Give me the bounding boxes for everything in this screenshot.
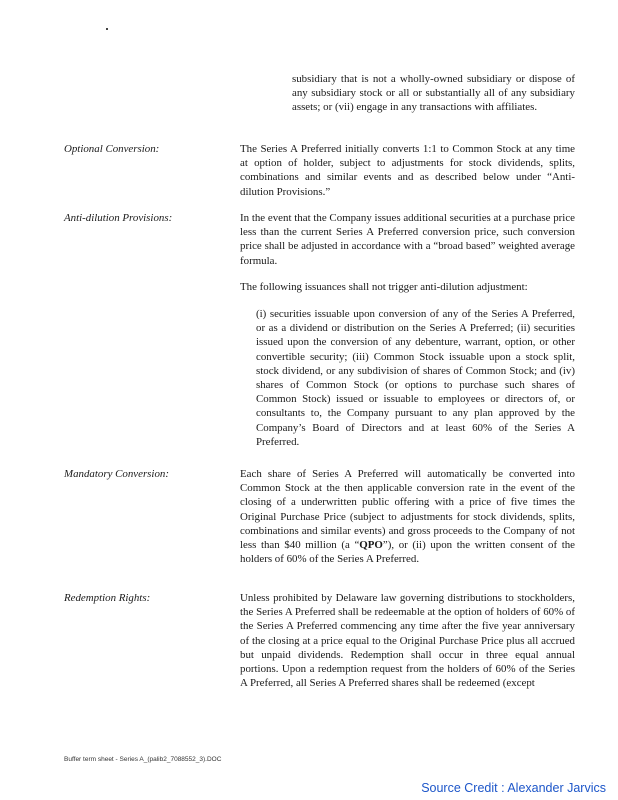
- source-credit: Source Credit : Alexander Jarvics: [413, 778, 614, 798]
- scan-speck: [106, 28, 108, 30]
- section-label-optional-conversion: Optional Conversion:: [64, 143, 160, 155]
- section-text-optional-conversion: The Series A Preferred initially converts 1:1 to Common Stock at any time at option of holder, subject to adjustments for stock dividends, splits, combinations and similar events and as described below under “Anti-dilution Provisions.”: [240, 143, 575, 198]
- section-text-mandatory-conversion: [240, 467, 575, 566]
- mandatory-text-before: Each share of Series A Preferred will automatically be converted into Common Stock at the then applicable conversion rate in the event of the closing of a underwritten public offering with a price of five times the Original Purchase Price (subject to adjustments for stock dividends, splits, combinations and similar events) and gross proceeds to the Company of not less than $40 million (a “: [240, 468, 575, 552]
- section-label-mandatory-conversion: Mandatory Conversion:: [64, 468, 169, 480]
- section-text-anti-dilution-exceptions: (i) securities issuable upon conversion of any of the Series A Preferred, or as a dividend or distribution on the Series A Preferred; (ii) securities issued upon the conversion of any debenture, warrant, option, or other convertible security; (iii) Common Stock issuable upon a stock split, stock dividend, or any subdivision of shares of Common Stock; and (iv) shares of Common Stock (or options to purchase such shares of Common Stock) issued or issuable to employees or directors of, or consultants to, the Company pursuant to any plan approved by the Company’s Board of Directors and at least 60% of the Series A Preferred.: [256, 308, 575, 448]
- continuation-paragraph: subsidiary that is not a wholly-owned subsidiary or dispose of any subsidiary stock or all or substantially all of any subsidiary assets; or (vii) engage in any transactions with affiliates.: [292, 73, 575, 114]
- mandatory-text-after: ”), or (ii) upon the written consent of the holders of 60% of the Series A Preferred.: [240, 539, 576, 566]
- section-text-anti-dilution: In the event that the Company issues additional securities at a purchase price less than the current Series A Preferred conversion price, such conversion price shall be adjusted in accordance with a “broad based” weighted average formula.: [240, 212, 575, 267]
- qpo-term: QPO: [359, 539, 383, 552]
- section-text-redemption-rights: Unless prohibited by Delaware law governing distributions to stockholders, the Series A Preferred shall be redeemable at the option of holders of 60% of the Series A Preferred commencing any time after the five year anniversary of the closing at a price equal to the Original Purchase Price plus all accrued but unpaid dividends. Redemption shall occur in three equal annual portions. Upon a redemption request from the holders of 60% of the Series A Preferred, all Series A Preferred shares shall be redeemed (except: [240, 592, 575, 690]
- section-label-anti-dilution: Anti-dilution Provisions:: [64, 212, 173, 224]
- document-footer: Buffer term sheet - Series A_(palib2_7088552_3).DOC: [64, 756, 222, 763]
- section-text-anti-dilution-intro: The following issuances shall not trigger anti-dilution adjustment:: [240, 281, 528, 293]
- section-label-redemption-rights: Redemption Rights:: [64, 592, 151, 604]
